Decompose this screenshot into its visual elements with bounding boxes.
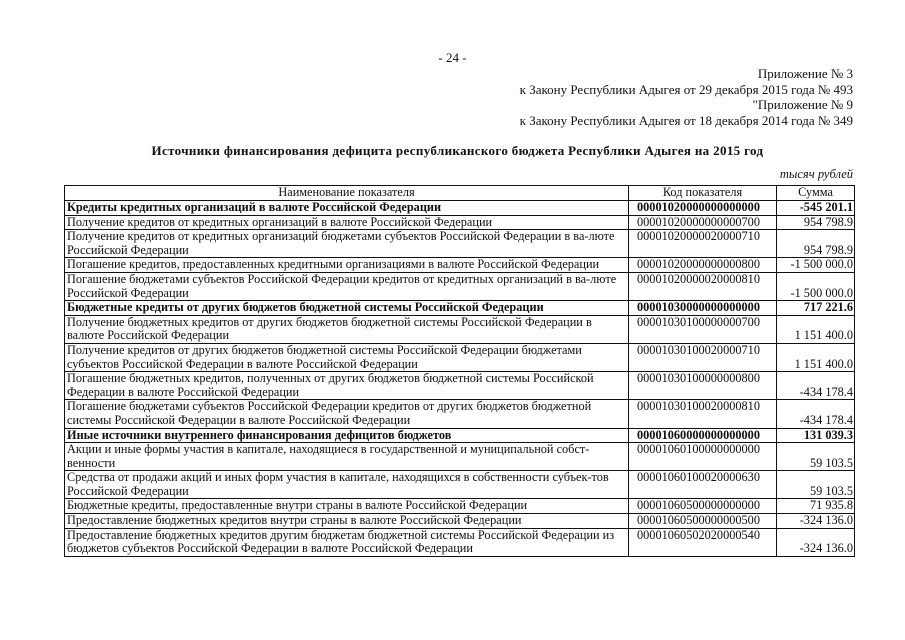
- units-label: тысяч рублей: [779, 167, 853, 181]
- appendix-line: к Закону Республики Адыгея от 18 декабря 2014 года № 349: [519, 112, 853, 128]
- row-name-cell: Бюджетные кредиты от других бюджетов бюджетной системы Российской Федерации: [65, 301, 629, 316]
- table-row: [65, 528, 855, 556]
- row-sum-cell: 131 039.3: [777, 428, 855, 443]
- appendix-line: к Закону Республики Адыгея от 29 декабря 2015 года № 493: [519, 81, 853, 97]
- column-header-code: Код показателя: [629, 186, 777, 201]
- row-code-cell: 00001030100000000800: [629, 372, 777, 400]
- row-name-cell: Бюджетные кредиты, предоставленные внутри страны в валюте Российской Федерации: [65, 499, 629, 514]
- row-sum-cell: 1 151 400.0: [777, 315, 855, 343]
- row-name-cell: Кредиты кредитных организаций в валюте Российской Федерации: [65, 201, 629, 216]
- table-row: [65, 372, 855, 400]
- row-code-cell: 00001030100000000700: [629, 315, 777, 343]
- table-row: [65, 428, 855, 443]
- table-row: [65, 343, 855, 371]
- row-code-cell: 00001030100020000810: [629, 400, 777, 428]
- appendix-note: [520, 66, 853, 128]
- page-number: - 24 -: [438, 50, 467, 65]
- row-name-cell: Иные источники внутреннего финансирования дефицитов бюджетов: [65, 428, 629, 443]
- row-sum-cell: 717 221.6: [777, 301, 855, 316]
- table-row: [65, 201, 855, 216]
- row-sum-cell: -1 500 000.0: [777, 272, 855, 300]
- table-row: [65, 230, 855, 258]
- row-code-cell: 00001020000000000000: [629, 201, 777, 216]
- table-row: [65, 443, 855, 471]
- row-sum-cell: -1 500 000.0: [777, 258, 855, 273]
- table-row: [65, 272, 855, 300]
- table-row: [65, 301, 855, 316]
- row-code-cell: 00001060500000000000: [629, 499, 777, 514]
- row-name-cell: Получение кредитов от кредитных организаций в валюте Российской Федерации: [65, 215, 629, 230]
- row-name-cell: Предоставление бюджетных кредитов внутри страны в валюте Российской Федерации: [65, 514, 629, 529]
- table-row: [65, 215, 855, 230]
- row-sum-cell: 1 151 400.0: [777, 343, 855, 371]
- row-name-cell: Средства от продажи акций и иных форм участия в капитале, находящихся в собственности субъек-тов Российской Федерации: [65, 471, 629, 499]
- document-title: Источники финансирования дефицита республиканского бюджета Республики Адыгея на 2015 год: [151, 143, 764, 158]
- row-sum-cell: -434 178.4: [777, 400, 855, 428]
- row-sum-cell: -324 136.0: [777, 514, 855, 529]
- row-code-cell: 00001020000000000800: [629, 258, 777, 273]
- appendix-line: "Приложение № 9: [752, 97, 853, 112]
- table-header-row: [65, 186, 855, 201]
- row-sum-cell: -324 136.0: [777, 528, 855, 556]
- row-sum-cell: 71 935.8: [777, 499, 855, 514]
- row-code-cell: 00001020000020000710: [629, 230, 777, 258]
- table-row: [65, 499, 855, 514]
- row-code-cell: 00001030100020000710: [629, 343, 777, 371]
- table-row: [65, 258, 855, 273]
- row-sum-cell: 954 798.9: [777, 215, 855, 230]
- row-code-cell: 00001020000000000700: [629, 215, 777, 230]
- row-sum-cell: -434 178.4: [777, 372, 855, 400]
- table-row: [65, 400, 855, 428]
- financing-sources-table: [64, 185, 855, 557]
- row-code-cell: 00001020000020000810: [629, 272, 777, 300]
- row-code-cell: 00001060000000000000: [629, 428, 777, 443]
- row-name-cell: Акции и иные формы участия в капитале, находящиеся в государственной и муниципальной собст-венности: [65, 443, 629, 471]
- row-code-cell: 00001060502020000540: [629, 528, 777, 556]
- table-row: [65, 514, 855, 529]
- row-name-cell: Получение кредитов от кредитных организаций бюджетами субъектов Российской Федерации в ва-люте Российской Федерации: [65, 230, 629, 258]
- row-name-cell: Погашение бюджетами субъектов Российской Федерации кредитов от других бюджетов бюджетной системы Российской Федерации в валюте Российской Федерации: [65, 400, 629, 428]
- row-sum-cell: 954 798.9: [777, 230, 855, 258]
- row-name-cell: Погашение бюджетами субъектов Российской Федерации кредитов от кредитных организаций в ва-люте Российской Федерации: [65, 272, 629, 300]
- row-code-cell: 00001060100020000630: [629, 471, 777, 499]
- row-code-cell: 00001060100000000000: [629, 443, 777, 471]
- column-header-sum: Сумма: [777, 186, 855, 201]
- table-row: [65, 471, 855, 499]
- row-code-cell: 00001030000000000000: [629, 301, 777, 316]
- row-name-cell: Получение бюджетных кредитов от других бюджетов бюджетной системы Российской Федерации в валюте Российской Федерации: [65, 315, 629, 343]
- row-sum-cell: -545 201.1: [777, 201, 855, 216]
- row-sum-cell: 59 103.5: [777, 471, 855, 499]
- row-name-cell: Погашение кредитов, предоставленных кредитными организациями в валюте Российской Федерации: [65, 258, 629, 273]
- row-name-cell: Предоставление бюджетных кредитов другим бюджетам бюджетной системы Российской Федерации из бюджетов субъектов Российской Федерации в валюте Российской Федерации: [65, 528, 629, 556]
- row-name-cell: Получение кредитов от других бюджетов бюджетной системы Российской Федерации бюджетами субъектов Российской Федерации в валюте Российской Федерации: [65, 343, 629, 371]
- appendix-line: Приложение № 3: [757, 66, 853, 81]
- table-row: [65, 315, 855, 343]
- row-code-cell: 00001060500000000500: [629, 514, 777, 529]
- row-sum-cell: 59 103.5: [777, 443, 855, 471]
- table-body: [65, 201, 855, 557]
- column-header-name: Наименование показателя: [65, 186, 629, 201]
- row-name-cell: Погашение бюджетных кредитов, полученных от других бюджетов бюджетной системы Российской Федерации в валюте Российской Федерации: [65, 372, 629, 400]
